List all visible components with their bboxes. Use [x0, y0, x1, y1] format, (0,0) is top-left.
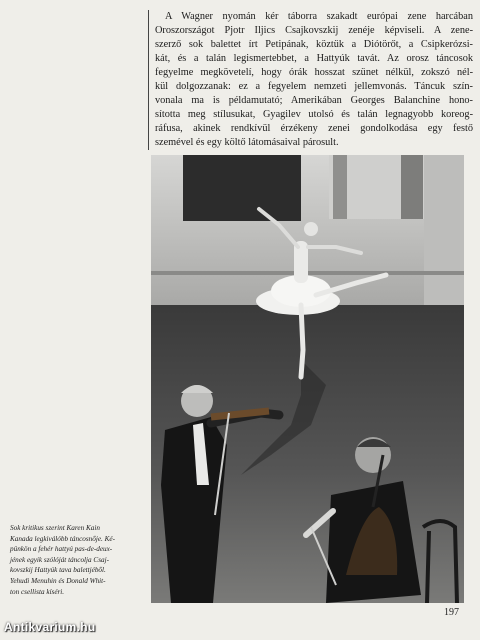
photo-caption	[10, 523, 142, 597]
article-text	[148, 10, 473, 150]
article-line: vonala ma is példamutató; Amerikában Georges Balanchine hono-	[155, 95, 473, 106]
caption-line: Kanada legkiválóbb táncosnője. Ké-	[10, 534, 115, 543]
caption-line: jének egyik szólóját táncolja Csaj-	[10, 555, 110, 564]
article-line: kát, és a talán legismertebbet, a Hattyúk tavát. Az orosz táncosok	[155, 53, 473, 64]
article-line: ráfusa, akinek rendkívül érzékeny zenei gondolkodása egy festő	[155, 123, 473, 134]
caption-line: Yehudi Menuhin és Donald Whit-	[10, 576, 106, 585]
caption-line: kovszkij Hattyúk tava balettjéből.	[10, 566, 106, 575]
ballet-photo	[151, 155, 464, 603]
article-line: szerző sok balettet írt Petipának, köztük a Diótörőt, a Csipkerózsi-	[155, 39, 473, 50]
photo-illustration	[151, 155, 464, 603]
article-line: A Wagner nyomán kér táborra szakadt európai zene harcában	[165, 11, 473, 22]
article-line: szemével és egy költő látomásaival párosult.	[155, 137, 339, 148]
caption-line: pünkön a fehér hattyú pas-de-deux-	[10, 545, 113, 554]
article-line: sította meg stílusukat, Gyagilev utolsó és talán legnagyobb koreog-	[155, 109, 473, 120]
article-line: Oroszországot Pjotr Iljics Csajkovszkij zenéje képviseli. A zene-	[155, 25, 473, 36]
page-number: 197	[444, 607, 459, 618]
article-line: kül dolgozzanak: ez a fegyelem nemzeti jellemvonás. Táncuk szín-	[155, 81, 473, 92]
watermark: Antikvarium.hu	[4, 620, 96, 634]
caption-line: ton csellista kíséri.	[10, 587, 65, 596]
article-line: fegyelme megkövetelí, hogy órák hosszat szünet nélkül, zokszó nél-	[155, 67, 473, 78]
caption-line: Sok kritikus szerint Karen Kain	[10, 524, 100, 532]
